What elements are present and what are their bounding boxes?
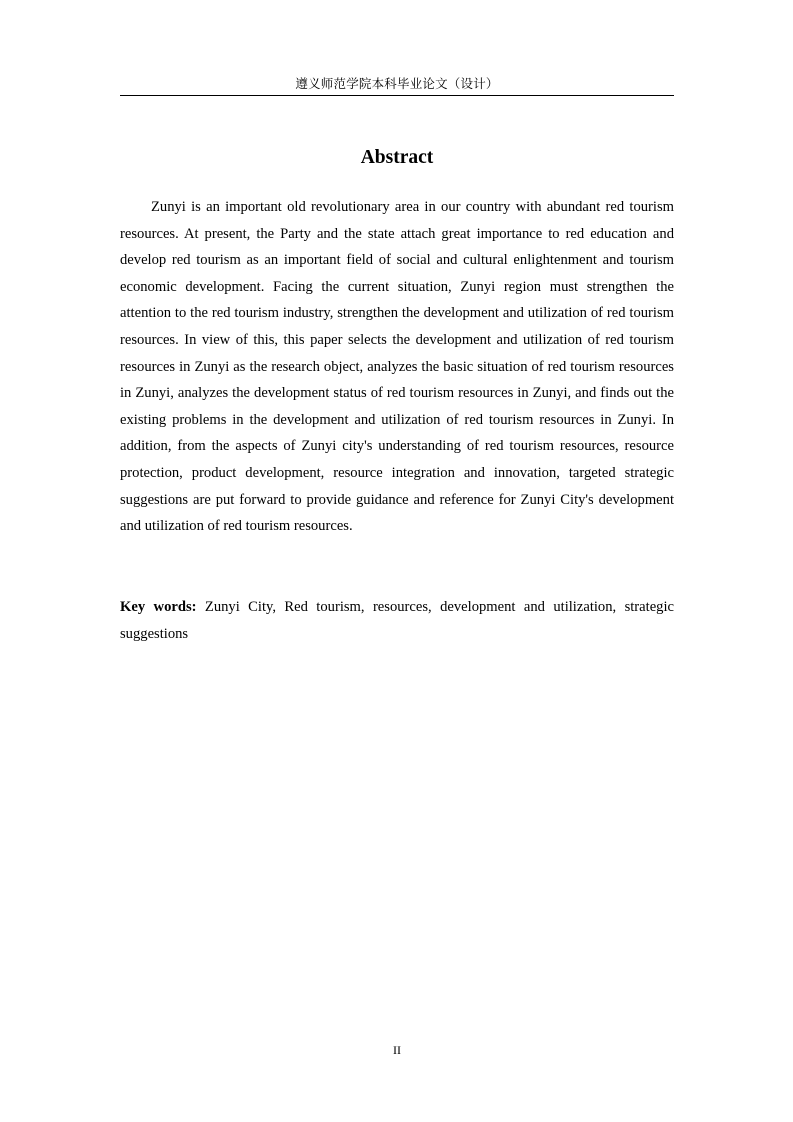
- abstract-body: Zunyi is an important old revolutionary area in our country with abundant red tourism resources. At present, the Party and the state attach great importance to red education and develop red tourism as an important field of social and cultural enlightenment and tourism economic development. Facing the current situation, Zunyi region must strengthen the attention to the red tourism industry, strengthen the development and utilization of red tourism resources. In view of this, this paper selects the development and utilization of red tourism resources in Zunyi as the research object, analyzes the basic situation of red tourism resources in Zunyi, analyzes the development status of red tourism resources in Zunyi, and finds out the existing problems in the development and utilization of red tourism resources in Zunyi. In addition, from the aspects of Zunyi city's understanding of red tourism resources, resource protection, product development, resource integration and innovation, targeted strategic suggestions are put forward to provide guidance and reference for Zunyi City's development and utilization of red tourism resources.: [120, 199, 674, 535]
- page-number: II: [393, 1043, 401, 1057]
- running-header: [120, 74, 674, 96]
- keywords-text: Zunyi City, Red tourism, resources, development and utilization, strategic suggestions: [120, 599, 674, 642]
- abstract-heading: Abstract: [360, 147, 434, 168]
- keywords-paragraph: [120, 594, 674, 648]
- keywords-label: Key words:: [120, 599, 197, 615]
- running-header-title: 遵义师范学院本科毕业论文（设计）: [295, 76, 499, 91]
